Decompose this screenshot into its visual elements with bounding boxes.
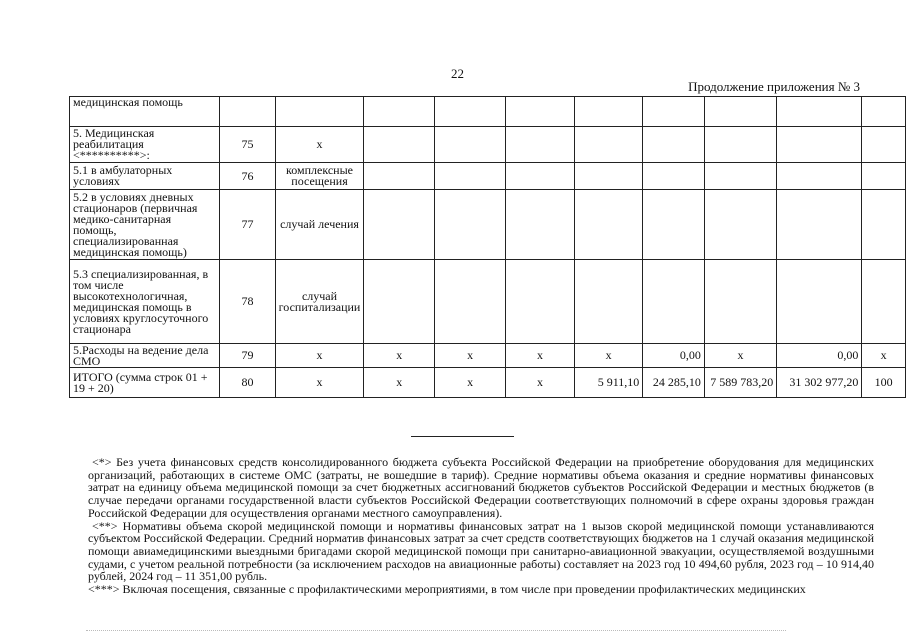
value-cell: х [435, 368, 506, 398]
value-cell [435, 163, 506, 190]
value-cell [862, 260, 906, 344]
unit-cell [275, 97, 364, 127]
value-cell: 100 [862, 368, 906, 398]
value-cell: х [704, 344, 776, 368]
value-cell [777, 97, 862, 127]
unit-cell: комплексные посещения [275, 163, 364, 190]
table-row [70, 97, 906, 127]
value-cell [364, 163, 435, 190]
row-name: 5.3 специализированная, в том числе высокотехнологичная, медицинская помощь в условиях круглосуточного стационара [70, 260, 220, 344]
row-name: 5.1 в амбулаторных условиях [70, 163, 220, 190]
value-cell [643, 163, 705, 190]
line-number: 77 [220, 190, 275, 260]
value-cell [862, 190, 906, 260]
value-cell [862, 127, 906, 163]
value-cell [777, 163, 862, 190]
footnote-separator [411, 436, 514, 437]
value-cell: х [364, 368, 435, 398]
value-cell [574, 127, 642, 163]
row-name: 5. Медицинская реабилитация <**********>: [70, 127, 220, 163]
row-name: медицинская помощь [70, 97, 220, 127]
value-cell [574, 190, 642, 260]
value-cell [574, 163, 642, 190]
table-row [70, 127, 906, 163]
value-cell [862, 163, 906, 190]
value-cell [364, 190, 435, 260]
value-cell [435, 260, 506, 344]
table-row [70, 260, 906, 344]
value-cell [506, 190, 575, 260]
table-row [70, 368, 906, 398]
value-cell: 0,00 [643, 344, 705, 368]
value-cell [574, 260, 642, 344]
line-number: 76 [220, 163, 275, 190]
value-cell [704, 260, 776, 344]
row-name: 5.Расходы на ведение дела СМО [70, 344, 220, 368]
unit-cell: х [275, 344, 364, 368]
unit-cell: х [275, 368, 364, 398]
unit-cell: случай госпитализации [275, 260, 364, 344]
table-row [70, 190, 906, 260]
line-number: 75 [220, 127, 275, 163]
unit-cell: случай лечения [275, 190, 364, 260]
value-cell [364, 127, 435, 163]
value-cell [704, 163, 776, 190]
footnotes [88, 456, 874, 596]
value-cell: х [506, 368, 575, 398]
value-cell: 31 302 977,20 [777, 368, 862, 398]
page-number: 22 [451, 66, 464, 81]
value-cell [506, 163, 575, 190]
footnote-1: <*> Без учета финансовых средств консолидированного бюджета субъекта Российской Федерации на приобретение оборудования для медицинских организаций, работающих в системе ОМС (затраты, не вошедшие в тариф). Средние нормативы объема оказания и средние нормативы финансовых затрат на единицу объема медицинской помощи за счет бюджетных ассигнований бюджетов субъектов Российской Федерации и местных бюджетов (в случае передачи органами государственной власти субъектов Российской Федерации соответствующих полномочий в сфере охраны здоровья граждан Российской Федерации для осуществления органами местного самоуправления). [88, 455, 874, 520]
value-cell [777, 190, 862, 260]
value-cell [862, 97, 906, 127]
value-cell: х [435, 344, 506, 368]
value-cell [777, 260, 862, 344]
row-name: 5.2 в условиях дневных стационаров (первичная медико-санитарная помощь, специализированная медицинская помощь) [70, 190, 220, 260]
value-cell: 24 285,10 [643, 368, 705, 398]
value-cell: х [364, 344, 435, 368]
value-cell: х [506, 344, 575, 368]
value-cell [506, 127, 575, 163]
value-cell [643, 260, 705, 344]
value-cell [643, 190, 705, 260]
value-cell [364, 260, 435, 344]
value-cell [364, 97, 435, 127]
value-cell [643, 97, 705, 127]
value-cell [704, 190, 776, 260]
appendix-continuation-label: Продолжение приложения № 3 [688, 79, 860, 94]
table-row [70, 344, 906, 368]
value-cell: 5 911,10 [574, 368, 642, 398]
value-cell: х [574, 344, 642, 368]
value-cell [506, 97, 575, 127]
value-cell: х [862, 344, 906, 368]
value-cell [435, 127, 506, 163]
footnote-3: <***> Включая посещения, связанные с профилактическими мероприятиями, в том числе при проведении профилактических медицинских [88, 582, 806, 597]
value-cell [704, 97, 776, 127]
value-cell [704, 127, 776, 163]
footnote-2: <**> Нормативы объема скорой медицинской помощи и нормативы финансовых затрат на 1 вызов скорой медицинской помощи устанавливаются субъектом Российской Федерации. Средний норматив финансовых затрат за счет средств соответствующих бюджетов на 1 случай оказания медицинской помощи авиамедицинскими выездными бригадами скорой медицинской помощи при санитарно-авиационной эвакуации, осуществляемой воздушными судами, с учетом реальной потребности (за исключением расходов на авиационные работы) составляет на 2023 год 10 494,60 рубля, 2023 год – 10 914,40 рублей, 2024 год – 11 351,00 рубль. [88, 518, 874, 584]
value-cell [574, 97, 642, 127]
unit-cell: х [275, 127, 364, 163]
table-row [70, 163, 906, 190]
line-number [220, 97, 275, 127]
value-cell [777, 127, 862, 163]
line-number: 78 [220, 260, 275, 344]
value-cell: 7 589 783,20 [704, 368, 776, 398]
value-cell [506, 260, 575, 344]
data-table [69, 96, 906, 398]
value-cell [435, 97, 506, 127]
row-name: ИТОГО (сумма строк 01 + 19 + 20) [70, 368, 220, 398]
value-cell [435, 190, 506, 260]
line-number: 79 [220, 344, 275, 368]
line-number: 80 [220, 368, 275, 398]
scan-artifact-line [86, 630, 786, 634]
value-cell: 0,00 [777, 344, 862, 368]
value-cell [643, 127, 705, 163]
